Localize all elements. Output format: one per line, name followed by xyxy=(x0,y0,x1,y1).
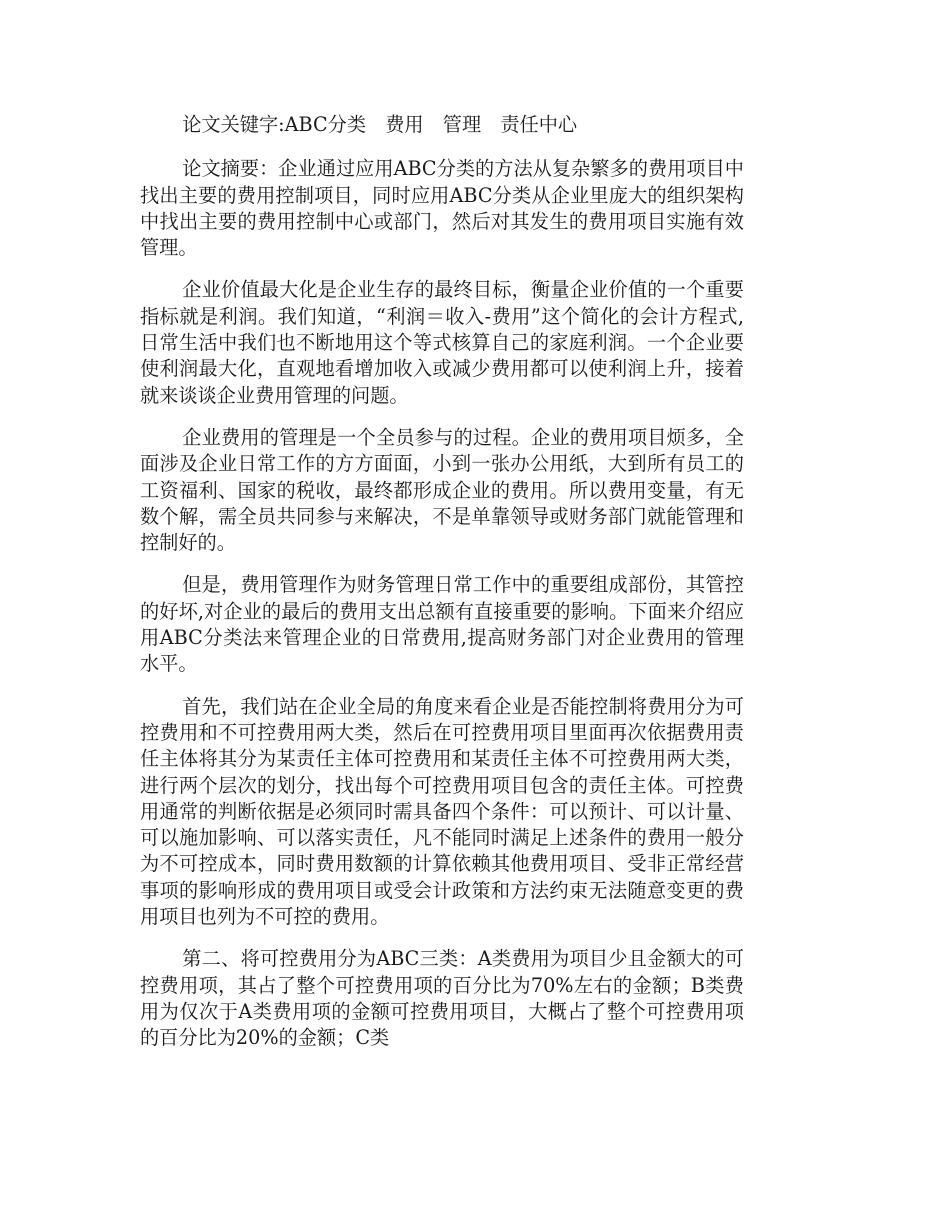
body-paragraph: 企业费用的管理是一个全员参与的过程。企业的费用项目烦多，全面涉及企业日常工作的方方面面，小到一张办公用纸，大到所有员工的工资福利、国家的税收，最终都形成企业的费用。所以费用变量，有无数个解，需全员共同参与来解决，不是单靠领导或财务部门就能管理和控制好的。 xyxy=(140,425,744,555)
abstract-paragraph: 论文摘要：企业通过应用ABC分类的方法从复杂繁多的费用项目中找出主要的费用控制项目，同时应用ABC分类从企业里庞大的组织架构中找出主要的费用控制中心或部门，然后对其发生的费用项目实施有效管理。 xyxy=(140,157,744,260)
body-paragraph: 第二、将可控费用分为ABC三类：A类费用为项目少且金额大的可控费用项，其占了整个可控费用项的百分比为70%左右的金额；B类费用为仅次于A类费用项的金额可控费用项目，大概占了整个可控费用项的百分比为20%的金额；C类 xyxy=(140,947,744,1050)
body-paragraph: 企业价值最大化是企业生存的最终目标，衡量企业价值的一个重要指标就是利润。我们知道，“利润＝收入-费用”这个简化的会计方程式,日常生活中我们也不断地用这个等式核算自己的家庭利润。一个企业要使利润最大化，直观地看增加收入或减少费用都可以使利润上升，接着就来谈谈企业费用管理的问题。 xyxy=(140,278,744,407)
body-paragraph: 首先，我们站在企业全局的角度来看企业是否能控制将费用分为可控费用和不可控费用两大类，然后在可控费用项目里面再次依据费用责任主体将其分为某责任主体可控费用和某责任主体不可控费用两大类，进行两个层次的划分，找出每个可控费用项目包含的责任主体。可控费用通常的判断依据是必须同时需具备四个条件：可以预计、可以计量、可以施加影响、可以落实责任，凡不能同时满足上述条件的费用一般分为不可控成本，同时费用数额的计算依赖其他费用项目、受非正常经营事项的影响形成的费用项目或受会计政策和方法约束无法随意变更的费用项目也列为不可控的费用。 xyxy=(140,694,744,929)
body-paragraph: 但是，费用管理作为财务管理日常工作中的重要组成部份，其管控的好坏,对企业的最后的费用支出总额有直接重要的影响。下面来介绍应用ABC分类法来管理企业的日常费用,提高财务部门对企业费用的管理水平。 xyxy=(140,573,744,676)
document-page xyxy=(140,112,744,1068)
keywords-line: 论文关键字:ABC分类 费用 管理 责任中心 xyxy=(182,113,578,136)
